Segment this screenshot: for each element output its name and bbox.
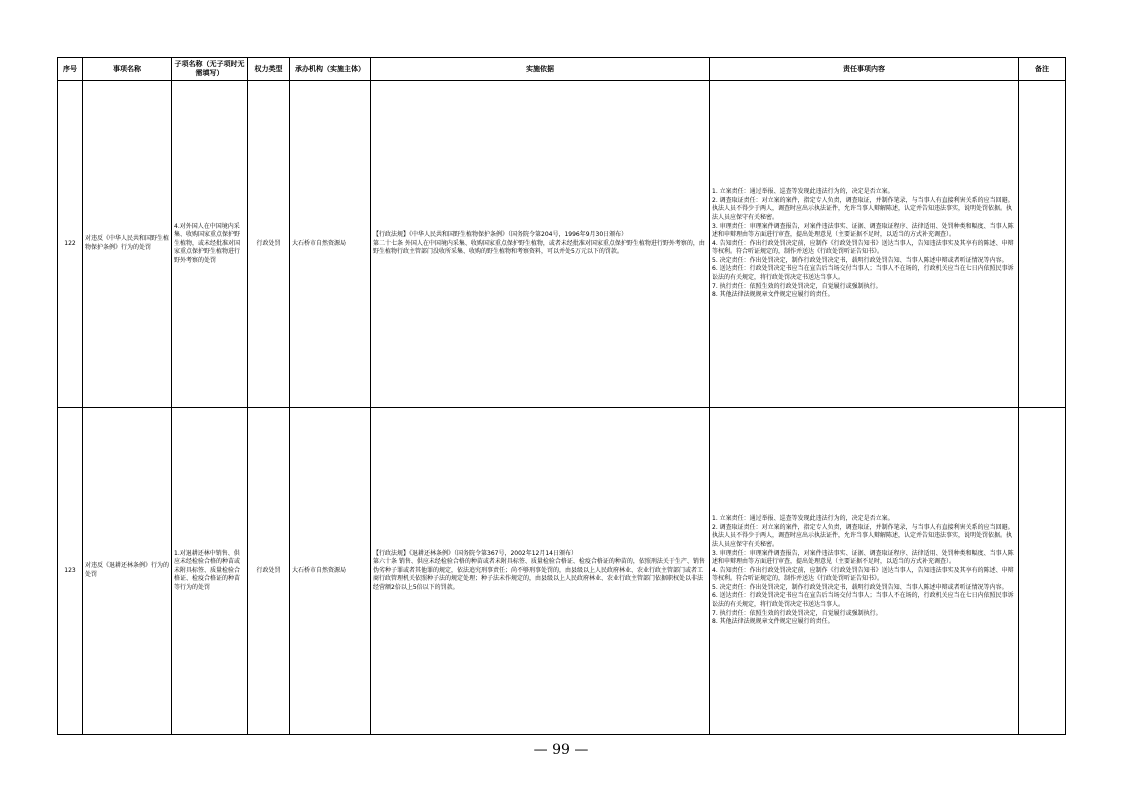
header-type: 权力类型: [248, 58, 290, 81]
row-note: [1019, 81, 1066, 408]
row-sub: 1.对退耕还林中销售、供应未经检验合格的种苗或未附具标签、质量检验合格证、检疫合格证的种苗等行为的处罚: [172, 408, 248, 735]
header-org: 承办机构（实施主体）: [290, 58, 371, 81]
header-name: 事项名称: [83, 58, 172, 81]
header-no: 序号: [58, 58, 83, 81]
table-row: [58, 81, 1066, 408]
row-basis: 【行政法规】《中华人民共和国野生植物保护条例》（国务院令第204号，1996年9月30日颁布） 第二十七条 外国人在中国境内采集、收购国家重点保护野生植物，或者未经批准对国家重点保护野生植物进行野外考察的，由野生植物行政主管部门没收所采集、收购的野生植物和考察资料，可以并处5万元以下的罚款。: [371, 81, 710, 408]
row-note: [1019, 408, 1066, 735]
row-no: 122: [58, 81, 83, 408]
row-org: 大石桥市自然资源局: [290, 81, 371, 408]
row-name: 对违反《中华人民共和国野生植物保护条例》行为的处罚: [83, 81, 172, 408]
power-list-table: [57, 57, 1066, 735]
table-row: [58, 408, 1066, 735]
row-type: 行政处罚: [248, 81, 290, 408]
row-resp: 1. 立案责任：通过举报、巡查等发现此违法行为的，决定是否立案。 2. 调查取证责任：对立案的案件，指定专人负责，调查取证，并制作笔录，与当事人有直接利害关系的应当回避。执法人员不得少于两人，调查时应出示执法证件，允许当事人辩解陈述，认定并告知违法事实，说明处罚依据。执法人员应保守有关秘密。 3. 审理责任：审理案件调查报告，对案件违法事实、证据、调查取证程序、法律适用、处罚种类和幅度、当事人陈述和申辩理由等方面进行审查，提出处理意见（主要证据不足时，以适当的方式补充调查）。 4. 告知责任：作出行政处罚决定前，应制作《行政处罚告知书》送达当事人，告知违法事实及其享有的陈述、申辩等权利。符合听证规定的，制作并送达《行政处罚听证告知书》。 5. 决定责任：作出处罚决定，制作行政处罚决定书，载明行政处罚告知、当事人陈述申辩或者听证情况等内容。 6. 送达责任：行政处罚决定书应当在宣告后当场交付当事人；当事人不在场的，行政机关应当在七日内依照民事诉讼法的有关规定，将行政处罚决定书送达当事人。 7. 执行责任：依照生效的行政处罚决定，自觉履行或强制执行。 8. 其他法律法规规章文件规定应履行的责任。: [710, 81, 1019, 408]
header-basis: 实施依据: [371, 58, 710, 81]
header-sub: 子项名称（无子项时无需填写）: [172, 58, 248, 81]
row-no: 123: [58, 408, 83, 735]
row-resp: 1. 立案责任：通过举报、巡查等发现此违法行为的，决定是否立案。 2. 调查取证责任：对立案的案件，指定专人负责，调查取证，并制作笔录，与当事人有直接利害关系的应当回避。执法人员不得少于两人，调查时应出示执法证件，允许当事人辩解陈述，认定并告知违法事实，说明处罚依据。执法人员应保守有关秘密。 3. 审理责任：审理案件调查报告，对案件违法事实、证据、调查取证程序、法律适用、处罚种类和幅度、当事人陈述和申辩理由等方面进行审查，提出处理意见（主要证据不足时，以适当的方式补充调查）。 4. 告知责任：作出行政处罚决定前，应制作《行政处罚告知书》送达当事人，告知违法事实及其享有的陈述、申辩等权利。符合听证规定的，制作并送达《行政处罚听证告知书》。 5. 决定责任：作出处罚决定，制作行政处罚决定书，载明行政处罚告知、当事人陈述申辩或者听证情况等内容。 6. 送达责任：行政处罚决定书应当在宣告后当场交付当事人；当事人不在场的，行政机关应当在七日内依照民事诉讼法的有关规定，将行政处罚决定书送达当事人。 7. 执行责任：依照生效的行政处罚决定，自觉履行或强制执行。 8. 其他法律法规规章文件规定应履行的责任。: [710, 408, 1019, 735]
row-sub: 4.对外国人在中国境内采集、收购国家重点保护野生植物，或未经批准对国家重点保护野生植物进行野外考察的处罚: [172, 81, 248, 408]
row-basis: 【行政法规】《退耕还林条例》（国务院令第367号，2002年12月14日颁布） 第六十条 销售、供应未经检验合格的种苗或者未附具标签、质量检验合格证、检疫合格证的种苗的，依照刑法关于生产、销售伪劣种子罪或者其他罪的规定，依法追究刑事责任；尚不够刑事处罚的，由县级以上人民政府林业、农业行政主管部门或者工商行政管理机关依照种子法的规定处理；种子法未作规定的，由县级以上人民政府林业、农业行政主管部门依据职权处以非法经营额2倍以上5倍以下的罚款。: [371, 408, 710, 735]
row-name: 对违反《退耕还林条例》行为的处罚: [83, 408, 172, 735]
header-resp: 责任事项内容: [710, 58, 1019, 81]
header-note: 备注: [1019, 58, 1066, 81]
page-number: — 99 —: [533, 742, 589, 758]
header-row: [58, 58, 1066, 81]
row-type: 行政处罚: [248, 408, 290, 735]
row-org: 大石桥市自然资源局: [290, 408, 371, 735]
